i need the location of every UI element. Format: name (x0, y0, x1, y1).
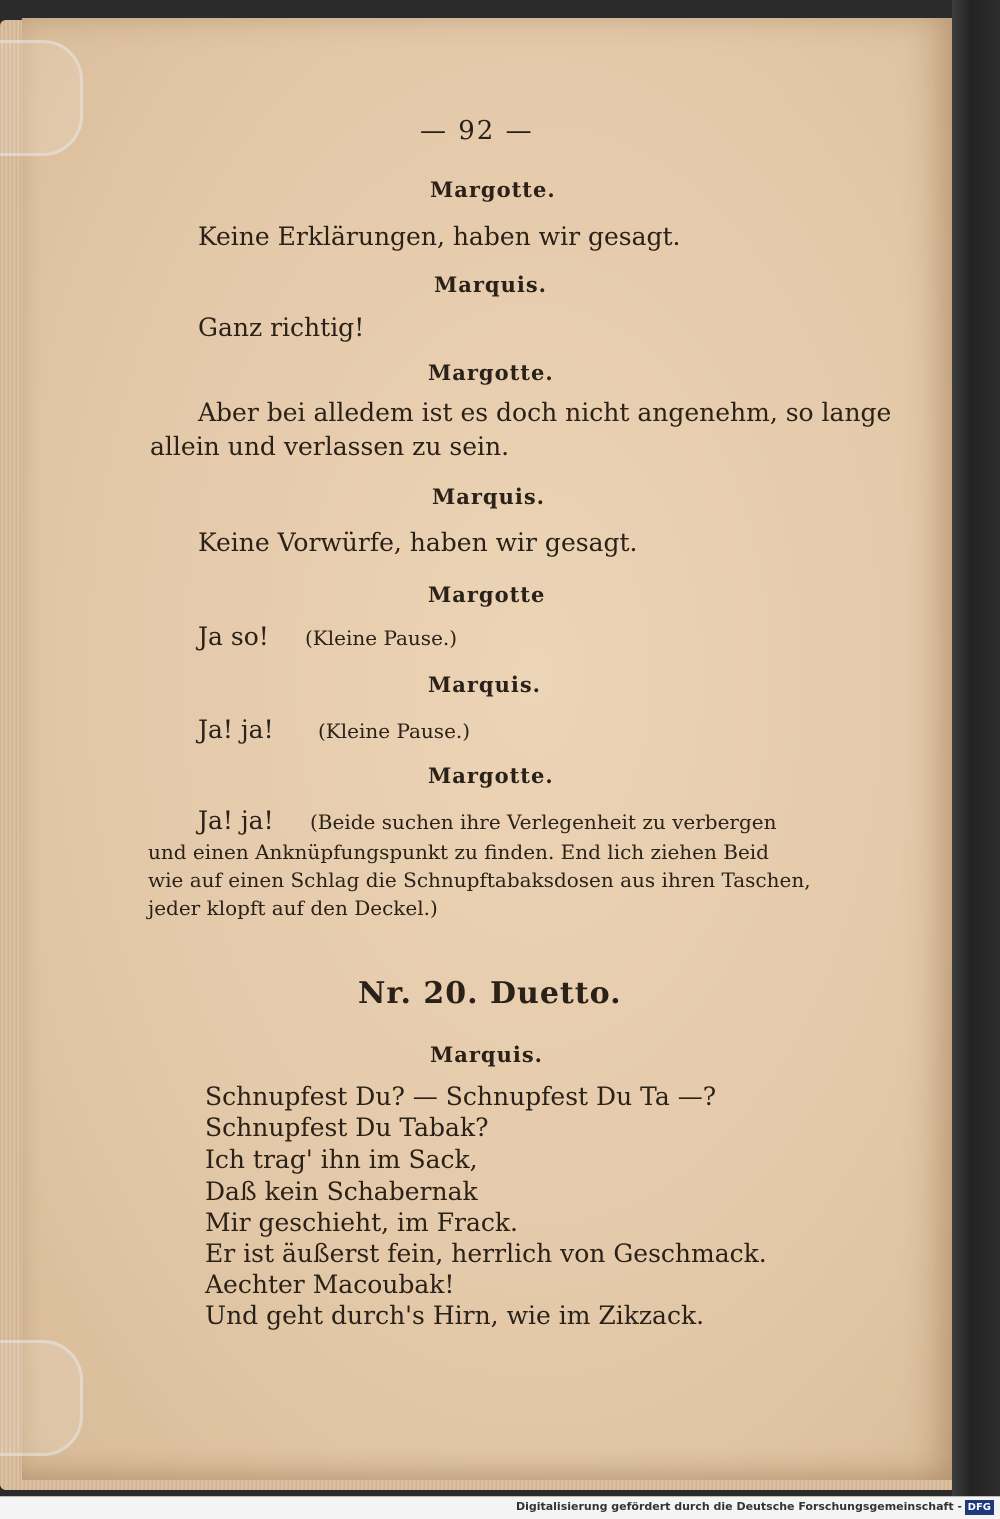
stage-direction: (Kleine Pause.) (305, 626, 458, 650)
verse-line: Schnupfest Du? — Schnupfest Du Ta —? (205, 1082, 717, 1111)
speaker-name: Marquis. (428, 672, 541, 697)
speaker-name: Margotte. (428, 360, 554, 385)
dialogue-line: Ja! ja! (198, 715, 274, 744)
speaker-name: Margotte. (430, 177, 556, 202)
stage-direction: wie auf einen Schlag die Schnupftabaksdosen aus ihren Taschen, (148, 868, 811, 892)
dialogue-line: Aber bei alledem ist es doch nicht angenehm, so lange (198, 398, 892, 427)
stage-direction: (Beide suchen ihre Verlegenheit zu verbergen (310, 810, 777, 834)
verse-line: Schnupfest Du Tabak? (205, 1113, 489, 1142)
speaker-name: Marquis. (430, 1042, 543, 1067)
speaker-name: Marquis. (434, 272, 547, 297)
dialogue-line: Keine Erklärungen, haben wir gesagt. (198, 222, 681, 251)
section-heading: Nr. 20. Duetto. (358, 976, 622, 1011)
speaker-name: Margotte (428, 582, 546, 607)
dfg-logo: DFG (965, 1500, 994, 1515)
page-number: — 92 — (420, 116, 534, 146)
dialogue-line: Keine Vorwürfe, haben wir gesagt. (198, 528, 638, 557)
verse-line: Mir geschieht, im Frack. (205, 1208, 519, 1237)
stage-direction: (Kleine Pause.) (318, 719, 471, 743)
dialogue-line: allein und verlassen zu sein. (150, 432, 510, 461)
dialogue-line: Ja! ja! (198, 806, 274, 835)
dialogue-line: Ganz richtig! (198, 313, 365, 342)
verse-line: Aechter Macoubak! (205, 1270, 455, 1299)
verse-line: Und geht durch's Hirn, wie im Zikzack. (205, 1301, 705, 1330)
speaker-name: Marquis. (432, 484, 545, 509)
verse-line: Daß kein Schabernak (205, 1177, 478, 1206)
digitization-footer (0, 1496, 1000, 1519)
stage-direction: jeder klopft auf den Deckel.) (148, 896, 438, 920)
funding-notice: Digitalisierung gefördert durch die Deutsche Forschungsgemeinschaft - (515, 1500, 962, 1513)
stage-direction: und einen Anknüpfungspunkt zu finden. End lich ziehen Beid (148, 840, 769, 864)
dialogue-line: Ja so! (198, 622, 269, 651)
verse-line: Ich trag' ihn im Sack, (205, 1145, 478, 1174)
verse-line: Er ist äußerst fein, herrlich von Geschmack. (205, 1239, 767, 1268)
speaker-name: Margotte. (428, 763, 554, 788)
